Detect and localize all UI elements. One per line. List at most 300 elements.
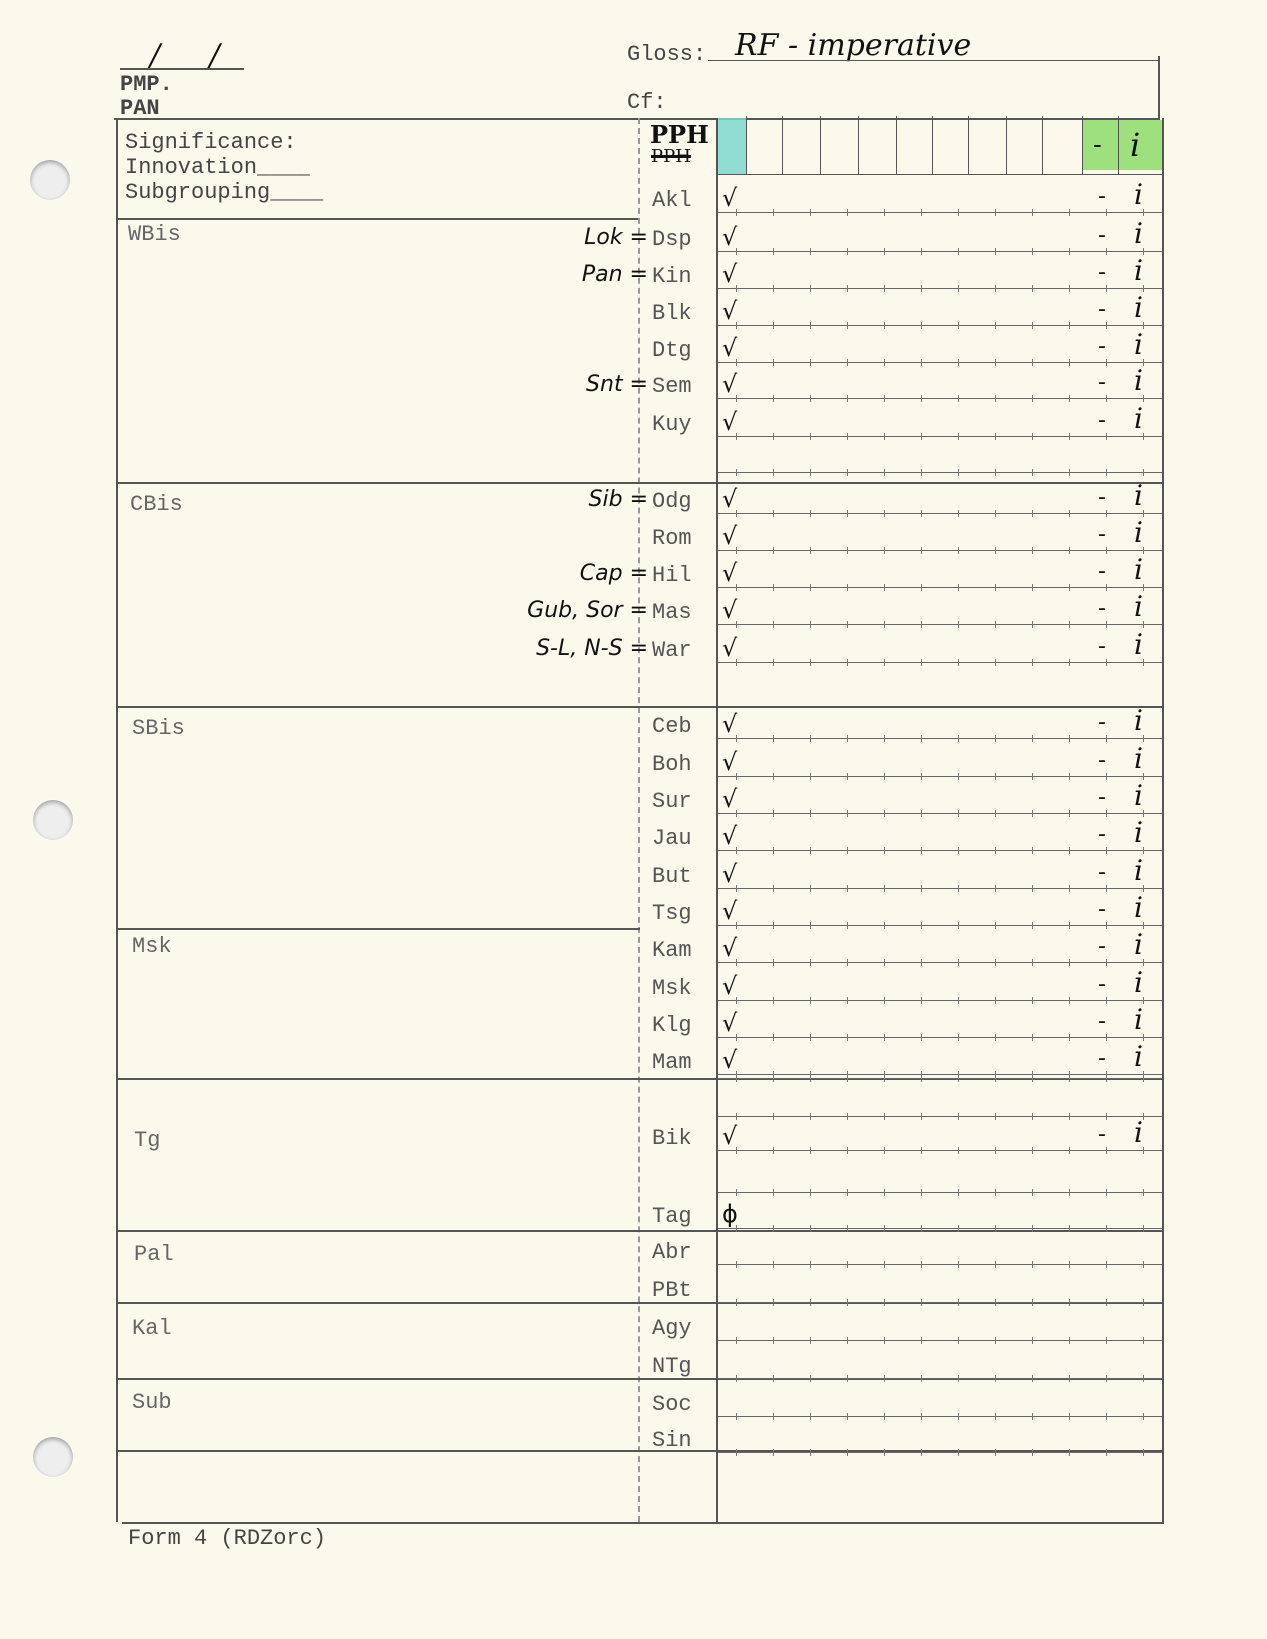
grid-tick (773, 1261, 774, 1268)
grid-tick (810, 1337, 811, 1344)
highlight-teal (718, 118, 746, 174)
language-code: War (652, 638, 692, 663)
grid-tick (884, 922, 885, 929)
grid-tick (995, 248, 996, 255)
grid-line (718, 1228, 1162, 1229)
grid-tick (1106, 322, 1107, 329)
grid-tick (921, 1075, 922, 1082)
grid-tick (847, 1113, 848, 1120)
grid-tick (1106, 773, 1107, 780)
grid-tick (958, 322, 959, 329)
grid-tick (995, 810, 996, 817)
grid-tick (1143, 621, 1144, 628)
language-code: Ceb (652, 714, 692, 739)
dash-mark: - (1098, 184, 1106, 209)
grid-line (718, 1340, 1162, 1341)
grid-tick (736, 997, 737, 1004)
grid-tick (847, 285, 848, 292)
grid-tick (921, 959, 922, 966)
gloss-label: Gloss: (627, 42, 707, 67)
code-column-right (716, 118, 718, 1522)
grid-tick (1069, 1299, 1070, 1306)
grid-tick (958, 1075, 959, 1082)
language-code: Kam (652, 938, 692, 963)
grid-tick (884, 1413, 885, 1420)
grid-tick (773, 359, 774, 366)
grid-tick (810, 621, 811, 628)
grid-tick (958, 922, 959, 929)
grid-tick (1032, 1413, 1033, 1420)
grid-tick (1106, 659, 1107, 666)
grid-tick (1032, 1337, 1033, 1344)
grid-tick (847, 1261, 848, 1268)
section-divider-3 (118, 928, 640, 930)
grid-tick (773, 584, 774, 591)
grid-tick (1106, 433, 1107, 440)
grid-tick (1069, 584, 1070, 591)
grid-tick (1069, 922, 1070, 929)
grid-tick (773, 922, 774, 929)
header-cell-divider (782, 116, 783, 174)
hole-punch-bottom (33, 1437, 73, 1477)
grid-tick (995, 1375, 996, 1382)
grid-line (718, 472, 1162, 473)
grid-tick (1032, 997, 1033, 1004)
grid-tick (1143, 1299, 1144, 1306)
grid-tick (736, 922, 737, 929)
grid-tick (773, 735, 774, 742)
grid-tick (773, 248, 774, 255)
equivalence-note: Cap = (579, 561, 648, 586)
grid-tick (1143, 922, 1144, 929)
grid-tick (958, 1225, 959, 1232)
grid-tick (773, 621, 774, 628)
language-code: Sur (652, 789, 692, 814)
check-mark: √ (722, 596, 738, 624)
grid-tick (736, 1299, 737, 1306)
grid-tick (1106, 1449, 1107, 1456)
language-code: PBt (652, 1278, 692, 1303)
bottom-border (122, 1522, 1164, 1524)
language-code: Tag (652, 1204, 692, 1229)
language-code: But (652, 864, 692, 889)
check-mark: √ (722, 822, 738, 850)
i-mark: i (1134, 1003, 1143, 1036)
grid-tick (958, 1147, 959, 1154)
grid-tick (1032, 395, 1033, 402)
dash-mark: - (1098, 485, 1106, 510)
grid-tick (958, 1034, 959, 1041)
i-mark: i (1134, 966, 1143, 999)
grid-tick (1069, 1337, 1070, 1344)
grid-tick (773, 1299, 774, 1306)
grid-tick (1106, 1225, 1107, 1232)
grid-tick (995, 1113, 996, 1120)
grid-tick (1069, 248, 1070, 255)
grid-tick (1106, 1299, 1107, 1306)
form-label: Form 4 (RDZorc) (128, 1526, 327, 1551)
grid-tick (736, 1375, 737, 1382)
grid-tick (847, 735, 848, 742)
grid-line (718, 1074, 1162, 1075)
grid-tick (810, 997, 811, 1004)
grid-tick (995, 285, 996, 292)
grid-tick (810, 395, 811, 402)
grid-tick (995, 885, 996, 892)
grid-tick (921, 1261, 922, 1268)
grid-tick (921, 1225, 922, 1232)
grid-tick (958, 285, 959, 292)
header-cell-divider (746, 116, 747, 174)
grid-tick (958, 1261, 959, 1268)
grid-tick (921, 1375, 922, 1382)
dash-mark: - (1098, 785, 1106, 810)
i-mark: i (1134, 364, 1143, 397)
significance-divider (116, 218, 638, 220)
grid-tick (884, 1147, 885, 1154)
grid-tick (1069, 810, 1070, 817)
check-mark: ϕ (722, 1200, 738, 1228)
grid-tick (1143, 1337, 1144, 1344)
grid-tick (995, 433, 996, 440)
grid-tick (736, 359, 737, 366)
equivalence-note: Gub, Sor = (527, 598, 648, 623)
grid-tick (847, 1189, 848, 1196)
grid-tick (736, 1189, 737, 1196)
grid-line (718, 662, 1162, 663)
proto-struck-label: PPH (651, 146, 691, 167)
grid-line (718, 398, 1162, 399)
grid-tick (1143, 584, 1144, 591)
grid-tick (773, 885, 774, 892)
grid-tick (736, 847, 737, 854)
grid-line (718, 850, 1162, 851)
grid-tick (773, 659, 774, 666)
grid-tick (995, 1034, 996, 1041)
grid-tick (736, 1413, 737, 1420)
dash-mark: - (1098, 634, 1106, 659)
grid-tick (1106, 1261, 1107, 1268)
dash-mark: - (1098, 822, 1106, 847)
equivalence-note: Pan = (581, 262, 648, 287)
grid-tick (921, 395, 922, 402)
grid-tick (1032, 359, 1033, 366)
grid-line (718, 1150, 1162, 1151)
grid-tick (884, 735, 885, 742)
grid-tick (1032, 1147, 1033, 1154)
grid-tick (1143, 1147, 1144, 1154)
grid-tick (995, 1189, 996, 1196)
section-pal: Pal (134, 1242, 174, 1267)
grid-tick (884, 959, 885, 966)
grid-tick (884, 359, 885, 366)
language-code: Boh (652, 752, 692, 777)
check-mark: √ (722, 559, 738, 587)
grid-tick (847, 1147, 848, 1154)
language-code: Dsp (652, 227, 692, 252)
equivalence-note: Sib = (588, 487, 648, 512)
grid-tick (1032, 1449, 1033, 1456)
i-mark: i (1134, 178, 1143, 211)
i-mark: i (1134, 516, 1143, 549)
header-cell-divider (1042, 116, 1043, 174)
grid-tick (773, 510, 774, 517)
cf-label: Cf: (627, 90, 667, 115)
grid-tick (1106, 997, 1107, 1004)
grid-line (718, 1078, 1162, 1079)
grid-tick (810, 1413, 811, 1420)
grid-tick (995, 1449, 996, 1456)
grid-tick (1143, 1113, 1144, 1120)
grid-tick (1106, 1113, 1107, 1120)
header-cell-divider (932, 116, 933, 174)
grid-tick (958, 1189, 959, 1196)
grid-tick (1069, 847, 1070, 854)
grid-tick (810, 469, 811, 476)
grid-tick (884, 1034, 885, 1041)
grid-tick (958, 510, 959, 517)
grid-tick (1032, 621, 1033, 628)
grid-line (718, 813, 1162, 814)
grid-tick (810, 1375, 811, 1382)
i-mark: i (1134, 217, 1143, 250)
grid-tick (921, 248, 922, 255)
dash-mark: - (1098, 297, 1106, 322)
hole-punch-middle (33, 800, 73, 840)
grid-line (718, 925, 1162, 926)
grid-tick (773, 997, 774, 1004)
grid-tick (958, 621, 959, 628)
grid-tick (736, 248, 737, 255)
grid-tick (884, 469, 885, 476)
dash-mark: - (1098, 748, 1106, 773)
grid-tick (995, 469, 996, 476)
grid-tick (958, 547, 959, 554)
header-i: i (1130, 126, 1141, 164)
dash-mark: - (1098, 710, 1106, 735)
grid-tick (958, 1113, 959, 1120)
language-code: Jau (652, 826, 692, 851)
grid-tick (1069, 959, 1070, 966)
grid-tick (773, 810, 774, 817)
grid-tick (847, 621, 848, 628)
grid-tick (736, 1034, 737, 1041)
grid-tick (958, 847, 959, 854)
grid-tick (884, 433, 885, 440)
grid-tick (847, 1075, 848, 1082)
grid-tick (995, 621, 996, 628)
grid-line (718, 362, 1162, 363)
grid-line (718, 587, 1162, 588)
grid-tick (1069, 285, 1070, 292)
grid-tick (736, 885, 737, 892)
grid-tick (1032, 1375, 1033, 1382)
grid-tick (958, 810, 959, 817)
grid-tick (1069, 395, 1070, 402)
grid-tick (884, 810, 885, 817)
grid-tick (1069, 433, 1070, 440)
grid-tick (810, 922, 811, 929)
grid-tick (921, 621, 922, 628)
gloss-value: RF - imperative (735, 28, 972, 63)
grid-tick (810, 959, 811, 966)
grid-tick (810, 584, 811, 591)
grid-tick (810, 248, 811, 255)
grid-tick (1143, 773, 1144, 780)
grid-tick (1106, 1075, 1107, 1082)
innovation-field: Innovation____ (125, 155, 310, 180)
header-cell-divider (1082, 116, 1083, 174)
section-divider-5 (118, 1230, 1164, 1232)
grid-tick (773, 395, 774, 402)
language-code: Odg (652, 489, 692, 514)
dash-mark: - (1098, 260, 1106, 285)
grid-tick (958, 209, 959, 216)
grid-tick (884, 847, 885, 854)
grid-tick (1143, 659, 1144, 666)
grid-tick (810, 885, 811, 892)
grid-tick (884, 1113, 885, 1120)
grid-tick (847, 1375, 848, 1382)
grid-tick (736, 659, 737, 666)
grid-line (718, 550, 1162, 551)
proto-label: PPH (650, 120, 709, 149)
grid-tick (1106, 885, 1107, 892)
grid-tick (1143, 810, 1144, 817)
grid-tick (1143, 547, 1144, 554)
grid-line (718, 1452, 1162, 1453)
grid-tick (884, 997, 885, 1004)
code-column-left (638, 118, 640, 1522)
grid-line (718, 288, 1162, 289)
grid-tick (1106, 1034, 1107, 1041)
grid-tick (1032, 1075, 1033, 1082)
grid-tick (847, 773, 848, 780)
grid-tick (773, 1113, 774, 1120)
grid-tick (995, 1299, 996, 1306)
grid-tick (1143, 735, 1144, 742)
dash-mark: - (1098, 1046, 1106, 1071)
grid-line (718, 1192, 1162, 1193)
grid-tick (958, 1375, 959, 1382)
check-mark: √ (722, 184, 738, 212)
grid-tick (847, 810, 848, 817)
dash-mark: - (1098, 559, 1106, 584)
grid-tick (1069, 322, 1070, 329)
grid-tick (1106, 584, 1107, 591)
i-mark: i (1134, 816, 1143, 849)
grid-tick (995, 773, 996, 780)
grid-tick (1032, 885, 1033, 892)
grid-tick (958, 1413, 959, 1420)
grid-tick (884, 659, 885, 666)
dash-mark: - (1098, 860, 1106, 885)
i-mark: i (1134, 590, 1143, 623)
header-cell-divider (858, 116, 859, 174)
equivalence-note: S-L, N-S = (536, 636, 648, 661)
grid-tick (736, 773, 737, 780)
grid-tick (1069, 1449, 1070, 1456)
grid-line (718, 513, 1162, 514)
dash-mark: - (1098, 522, 1106, 547)
grid-tick (1106, 1147, 1107, 1154)
grid-tick (995, 1075, 996, 1082)
grid-tick (1069, 1113, 1070, 1120)
grid-tick (736, 510, 737, 517)
grid-tick (773, 433, 774, 440)
grid-tick (736, 621, 737, 628)
grid-tick (995, 359, 996, 366)
grid-tick (736, 1075, 737, 1082)
grid-tick (1106, 209, 1107, 216)
grid-tick (773, 1449, 774, 1456)
gloss-underline (708, 60, 1160, 61)
check-mark: √ (722, 897, 738, 925)
grid-tick (847, 248, 848, 255)
grid-tick (921, 847, 922, 854)
grid-tick (1032, 810, 1033, 817)
grid-tick (921, 773, 922, 780)
grid-tick (847, 433, 848, 440)
grid-tick (1106, 1189, 1107, 1196)
i-mark: i (1134, 553, 1143, 586)
grid-line (718, 888, 1162, 889)
grid-tick (773, 1075, 774, 1082)
grid-tick (810, 659, 811, 666)
grid-tick (1069, 1075, 1070, 1082)
grid-tick (995, 1147, 996, 1154)
grid-tick (958, 1337, 959, 1344)
section-sub: Sub (132, 1390, 172, 1415)
grid-line (718, 1000, 1162, 1001)
grid-tick (1032, 209, 1033, 216)
check-mark: √ (722, 860, 738, 888)
section-kal: Kal (132, 1316, 172, 1341)
grid-tick (1106, 922, 1107, 929)
grid-tick (1106, 1413, 1107, 1420)
grid-tick (1106, 285, 1107, 292)
grid-tick (1143, 885, 1144, 892)
grid-tick (1069, 547, 1070, 554)
grid-tick (736, 395, 737, 402)
grid-line (718, 962, 1162, 963)
top-border (114, 118, 1160, 120)
dash-mark: - (1098, 334, 1106, 359)
grid-tick (884, 1337, 885, 1344)
grid-tick (921, 1337, 922, 1344)
grid-tick (1143, 997, 1144, 1004)
grid-tick (1143, 847, 1144, 854)
language-code: Dtg (652, 338, 692, 363)
grid-line (718, 251, 1162, 252)
section-sbis: SBis (132, 716, 185, 741)
grid-tick (810, 735, 811, 742)
grid-tick (1143, 322, 1144, 329)
grid-tick (810, 359, 811, 366)
grid-tick (810, 209, 811, 216)
i-mark: i (1134, 402, 1143, 435)
grid-tick (810, 1075, 811, 1082)
language-code: Agy (652, 1316, 692, 1341)
grid-tick (995, 1225, 996, 1232)
grid-tick (773, 1413, 774, 1420)
grid-tick (847, 959, 848, 966)
grid-tick (995, 1413, 996, 1420)
significance-title: Significance: (125, 130, 297, 155)
i-mark: i (1134, 479, 1143, 512)
grid-tick (1106, 510, 1107, 517)
grid-tick (958, 433, 959, 440)
